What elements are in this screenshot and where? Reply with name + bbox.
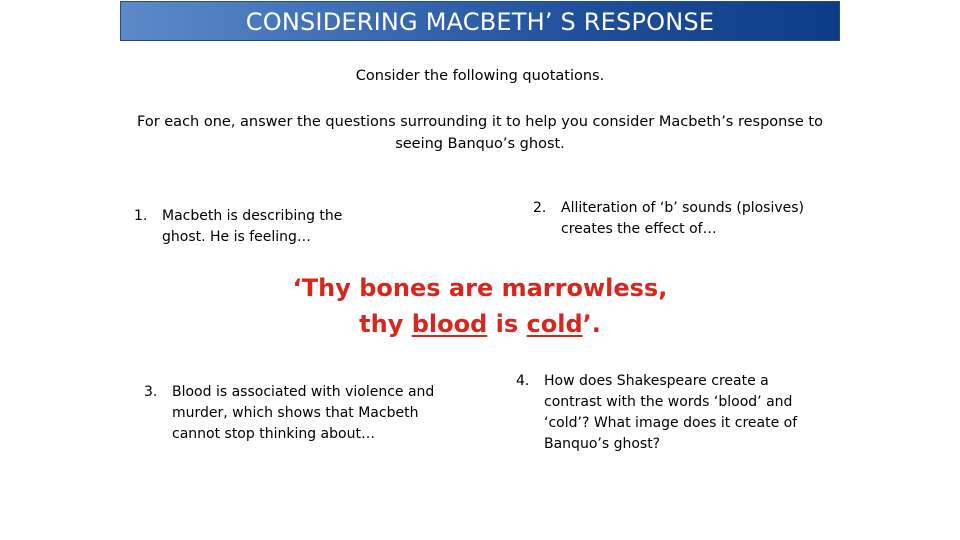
question-2: [533, 198, 833, 240]
instructions-text: For each one, answer the questions surrounding it to help you consider Macbeth’s response to seeing Banquo’s ghost.: [137, 114, 823, 152]
quote-line-2-end: ’.: [582, 310, 601, 338]
quote-word-cold: cold: [526, 310, 583, 338]
intro-text: Consider the following quotations.: [355, 68, 605, 84]
macbeth-quotation: [280, 270, 680, 342]
quote-line-1: ‘Thy bones are marrowless,: [292, 274, 668, 302]
question-4-number: 4.: [516, 373, 530, 389]
question-2-number: 2.: [533, 200, 547, 216]
question-4: [516, 371, 826, 455]
question-2-text: Alliteration of ‘b’ sounds (plosives) creates the effect of…: [561, 200, 805, 237]
question-1-text: Macbeth is describing the ghost. He is feeling…: [162, 208, 343, 245]
question-3: [144, 382, 464, 445]
quote-line-2-middle: is: [487, 310, 527, 338]
question-3-text: Blood is associated with violence and murder, which shows that Macbeth cannot stop thinking about…: [172, 384, 435, 442]
question-3-number: 3.: [144, 384, 158, 400]
quote-line-2-start: thy: [359, 310, 412, 338]
slide-title: CONSIDERING MACBETH’ S RESPONSE: [120, 1, 840, 41]
quote-line-2: [280, 306, 680, 342]
question-4-text: How does Shakespeare create a contrast with the words ‘blood’ and ‘cold’? What image does it create of Banquo’s ghost?: [544, 373, 798, 452]
question-1: [134, 206, 374, 248]
quote-word-blood: blood: [411, 310, 488, 338]
question-1-number: 1.: [134, 208, 148, 224]
